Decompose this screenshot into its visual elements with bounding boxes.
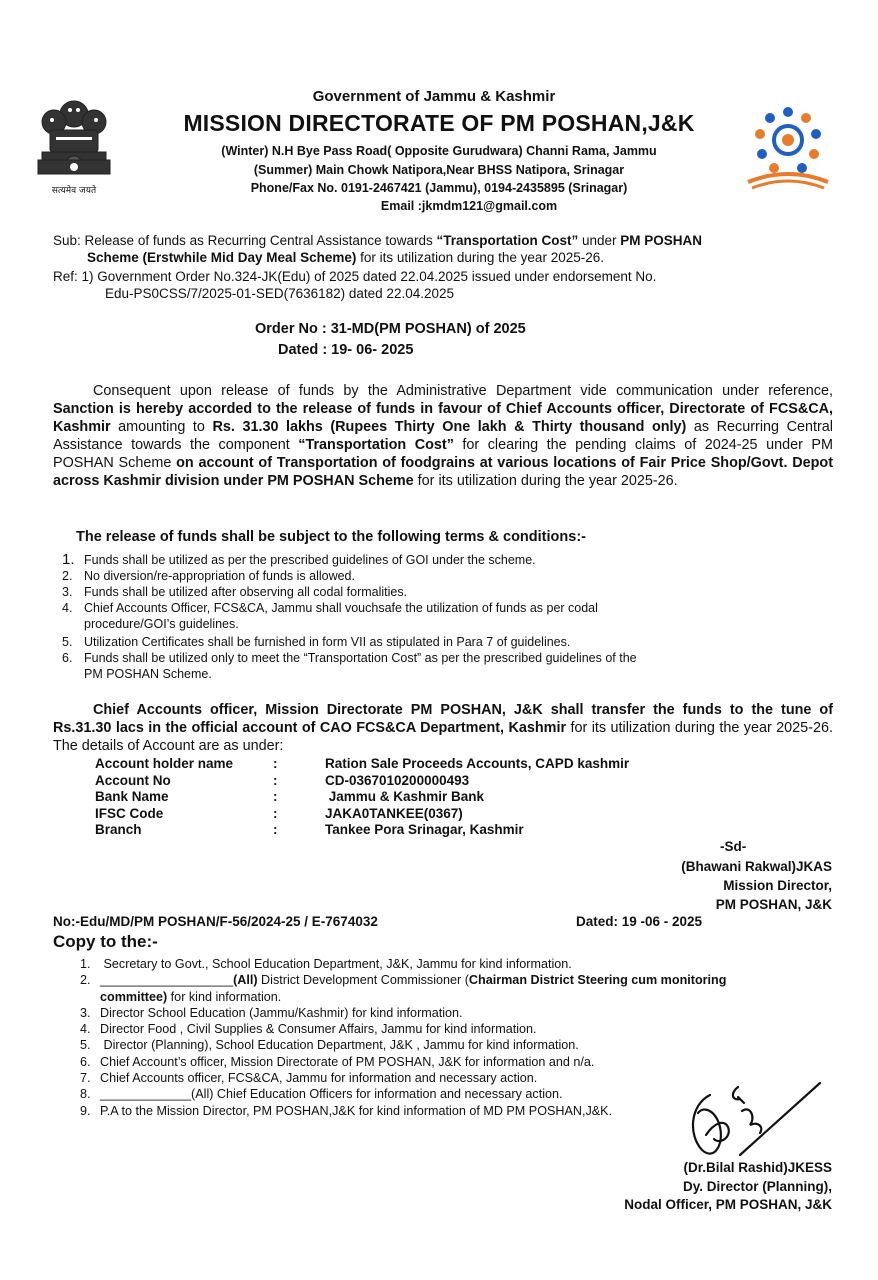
list-item: 4. Chief Accounts Officer, FCS&CA, Jammu shall vouchsafe the utilization of funds as per codal procedure/GOI’s guidelines. [62, 601, 598, 631]
account-row: Account No : CD-0367010200000493 [95, 772, 470, 788]
list-item: 7. Chief Accounts officer, FCS&CA, Jammu for information and necessary action. [80, 1071, 538, 1086]
handwritten-signature-icon [680, 1075, 830, 1165]
account-row: Bank Name : Jammu & Kashmir Bank [95, 789, 485, 804]
sanction-paragraph: Consequent upon release of funds by the Administrative Department vide communication under reference, Sanction is hereby accorded to the release of funds in favour of Chief Accounts officer, Directorate of FCS&CA, Kashmir amounting to Rs. 31.30 lakhs (Rupees Thirty One lakh & Thirty thousand only) as Recurring Central Assistance towards the component “Transportation Cost” for clearing the pending claims of 2024-25 under PM POSHAN Scheme on account of Transportation of foodgrains at various locations of Fair Price Shop/Govt. Depot across Kashmir division under PM POSHAN Scheme for its utilization during the year 2025-26. [53, 383, 834, 489]
reference-line: Ref: 1) Government Order No.324-JK(Edu) of 2025 dated 22.04.2025 issued under endorsement No. Edu-PS0CSS/7/2025-01-SED(7636182) dated 22.04.2025 [53, 269, 657, 301]
list-item: 3. Director School Education (Jammu/Kashmir) for kind information. [80, 1005, 463, 1020]
emblem-motto: सत्यमेव जयते [51, 186, 97, 196]
order-number: Order No : 31-MD(PM POSHAN) of 2025 [255, 321, 526, 337]
list-item: 8. _____________(All) Chief Education Officers for information and necessary action. [80, 1087, 563, 1102]
signature-block-nodal-officer: (Dr.Bilal Rashid)JKESS Dy. Director (Planning), Nodal Officer, PM POSHAN, J&K [624, 1160, 832, 1212]
list-item: 9. P.A to the Mission Director, PM POSHAN,J&K for kind information of MD PM POSHAN,J&K. [80, 1103, 613, 1118]
address-winter: (Winter) N.H Bye Pass Road( Opposite Gurudwara) Channi Rama, Jammu [221, 144, 657, 158]
endorsement-number: No:-Edu/MD/PM POSHAN/F-56/2024-25 / E-7674032 [53, 914, 378, 929]
account-details [95, 756, 695, 839]
list-item: 2. ___________________(All) District Development Commissioner (Chairman District Steering cum monitoring committee) for kind information. [80, 973, 727, 1004]
endorsement-dated: Dated: 19 -06 - 2025 [576, 914, 703, 929]
list-item: 6. Funds shall be utilized only to meet the “Transportation Cost” as per the prescribed guidelines of the PM POSHAN Scheme. [62, 651, 637, 681]
list-item: 5. Utilization Certificates shall be furnished in form VII as stipulated in Para 7 of guidelines. [62, 635, 571, 649]
subject-line: Sub: Release of funds as Recurring Central Assistance towards “Transportation Cost” under PM POSHAN Scheme (Erstwhile Mid Day Meal Scheme) for its utilization during the year 2025-26. [53, 233, 703, 265]
list-item: 4. Director Food , Civil Supplies & Consumer Affairs, Jammu for kind information. [80, 1022, 537, 1037]
signature-sd: -Sd- [720, 839, 747, 854]
copy-to-heading: Copy to the:- [53, 932, 158, 951]
list-item: 6. Chief Account’s officer, Mission Directorate of PM POSHAN, J&K for information and n/a. [80, 1054, 595, 1069]
list-item: 5. Director (Planning), School Education Department, J&K , Jammu for kind information. [80, 1038, 579, 1053]
account-row: IFSC Code : JAKA0TANKEE(0367) [95, 805, 463, 821]
signature-block-director: (Bhawani Rakwal)JKAS Mission Director, PM POSHAN, J&K [681, 859, 832, 912]
list-item: 1. Funds shall be utilized as per the prescribed guidelines of GOI under the scheme. [62, 551, 536, 568]
account-row: Branch : Tankee Pora Srinagar, Kashmir [95, 822, 524, 837]
order-dated: Dated : 19- 06- 2025 [278, 342, 414, 358]
phone-fax: Phone/Fax No. 0191-2467421 (Jammu), 0194-2435895 (Srinagar) [250, 181, 628, 195]
account-row: Account holder name : Ration Sale Proceeds Accounts, CAPD kashmir [95, 756, 630, 771]
list-item: 1. Secretary to Govt., School Education Department, J&K, Jammu for kind information. [80, 957, 572, 971]
terms-list [62, 552, 762, 682]
address-summer: (Summer) Main Chowk Natipora,Near BHSS Natipora, Srinagar [253, 163, 625, 177]
terms-heading: The release of funds shall be subject to the following terms & conditions:- [76, 529, 586, 545]
email: Email :jkmdm121@gmail.com [380, 199, 558, 213]
govt-heading: Government of Jammu & Kashmir [312, 88, 556, 105]
transfer-paragraph: Chief Accounts officer, Mission Directorate PM POSHAN, J&K shall transfer the funds to the tune of Rs.31.30 lacs in the official account of CAO FCS&CA Department, Kashmir for its utilization during the year 2025-26. The details of Account are as under: [53, 702, 833, 754]
directorate-title: MISSION DIRECTORATE OF PM POSHAN,J&K [183, 110, 695, 136]
list-item: 2. No diversion/re-appropriation of funds is allowed. [62, 569, 355, 583]
list-item: 3. Funds shall be utilized after observing all codal formalities. [62, 585, 408, 599]
